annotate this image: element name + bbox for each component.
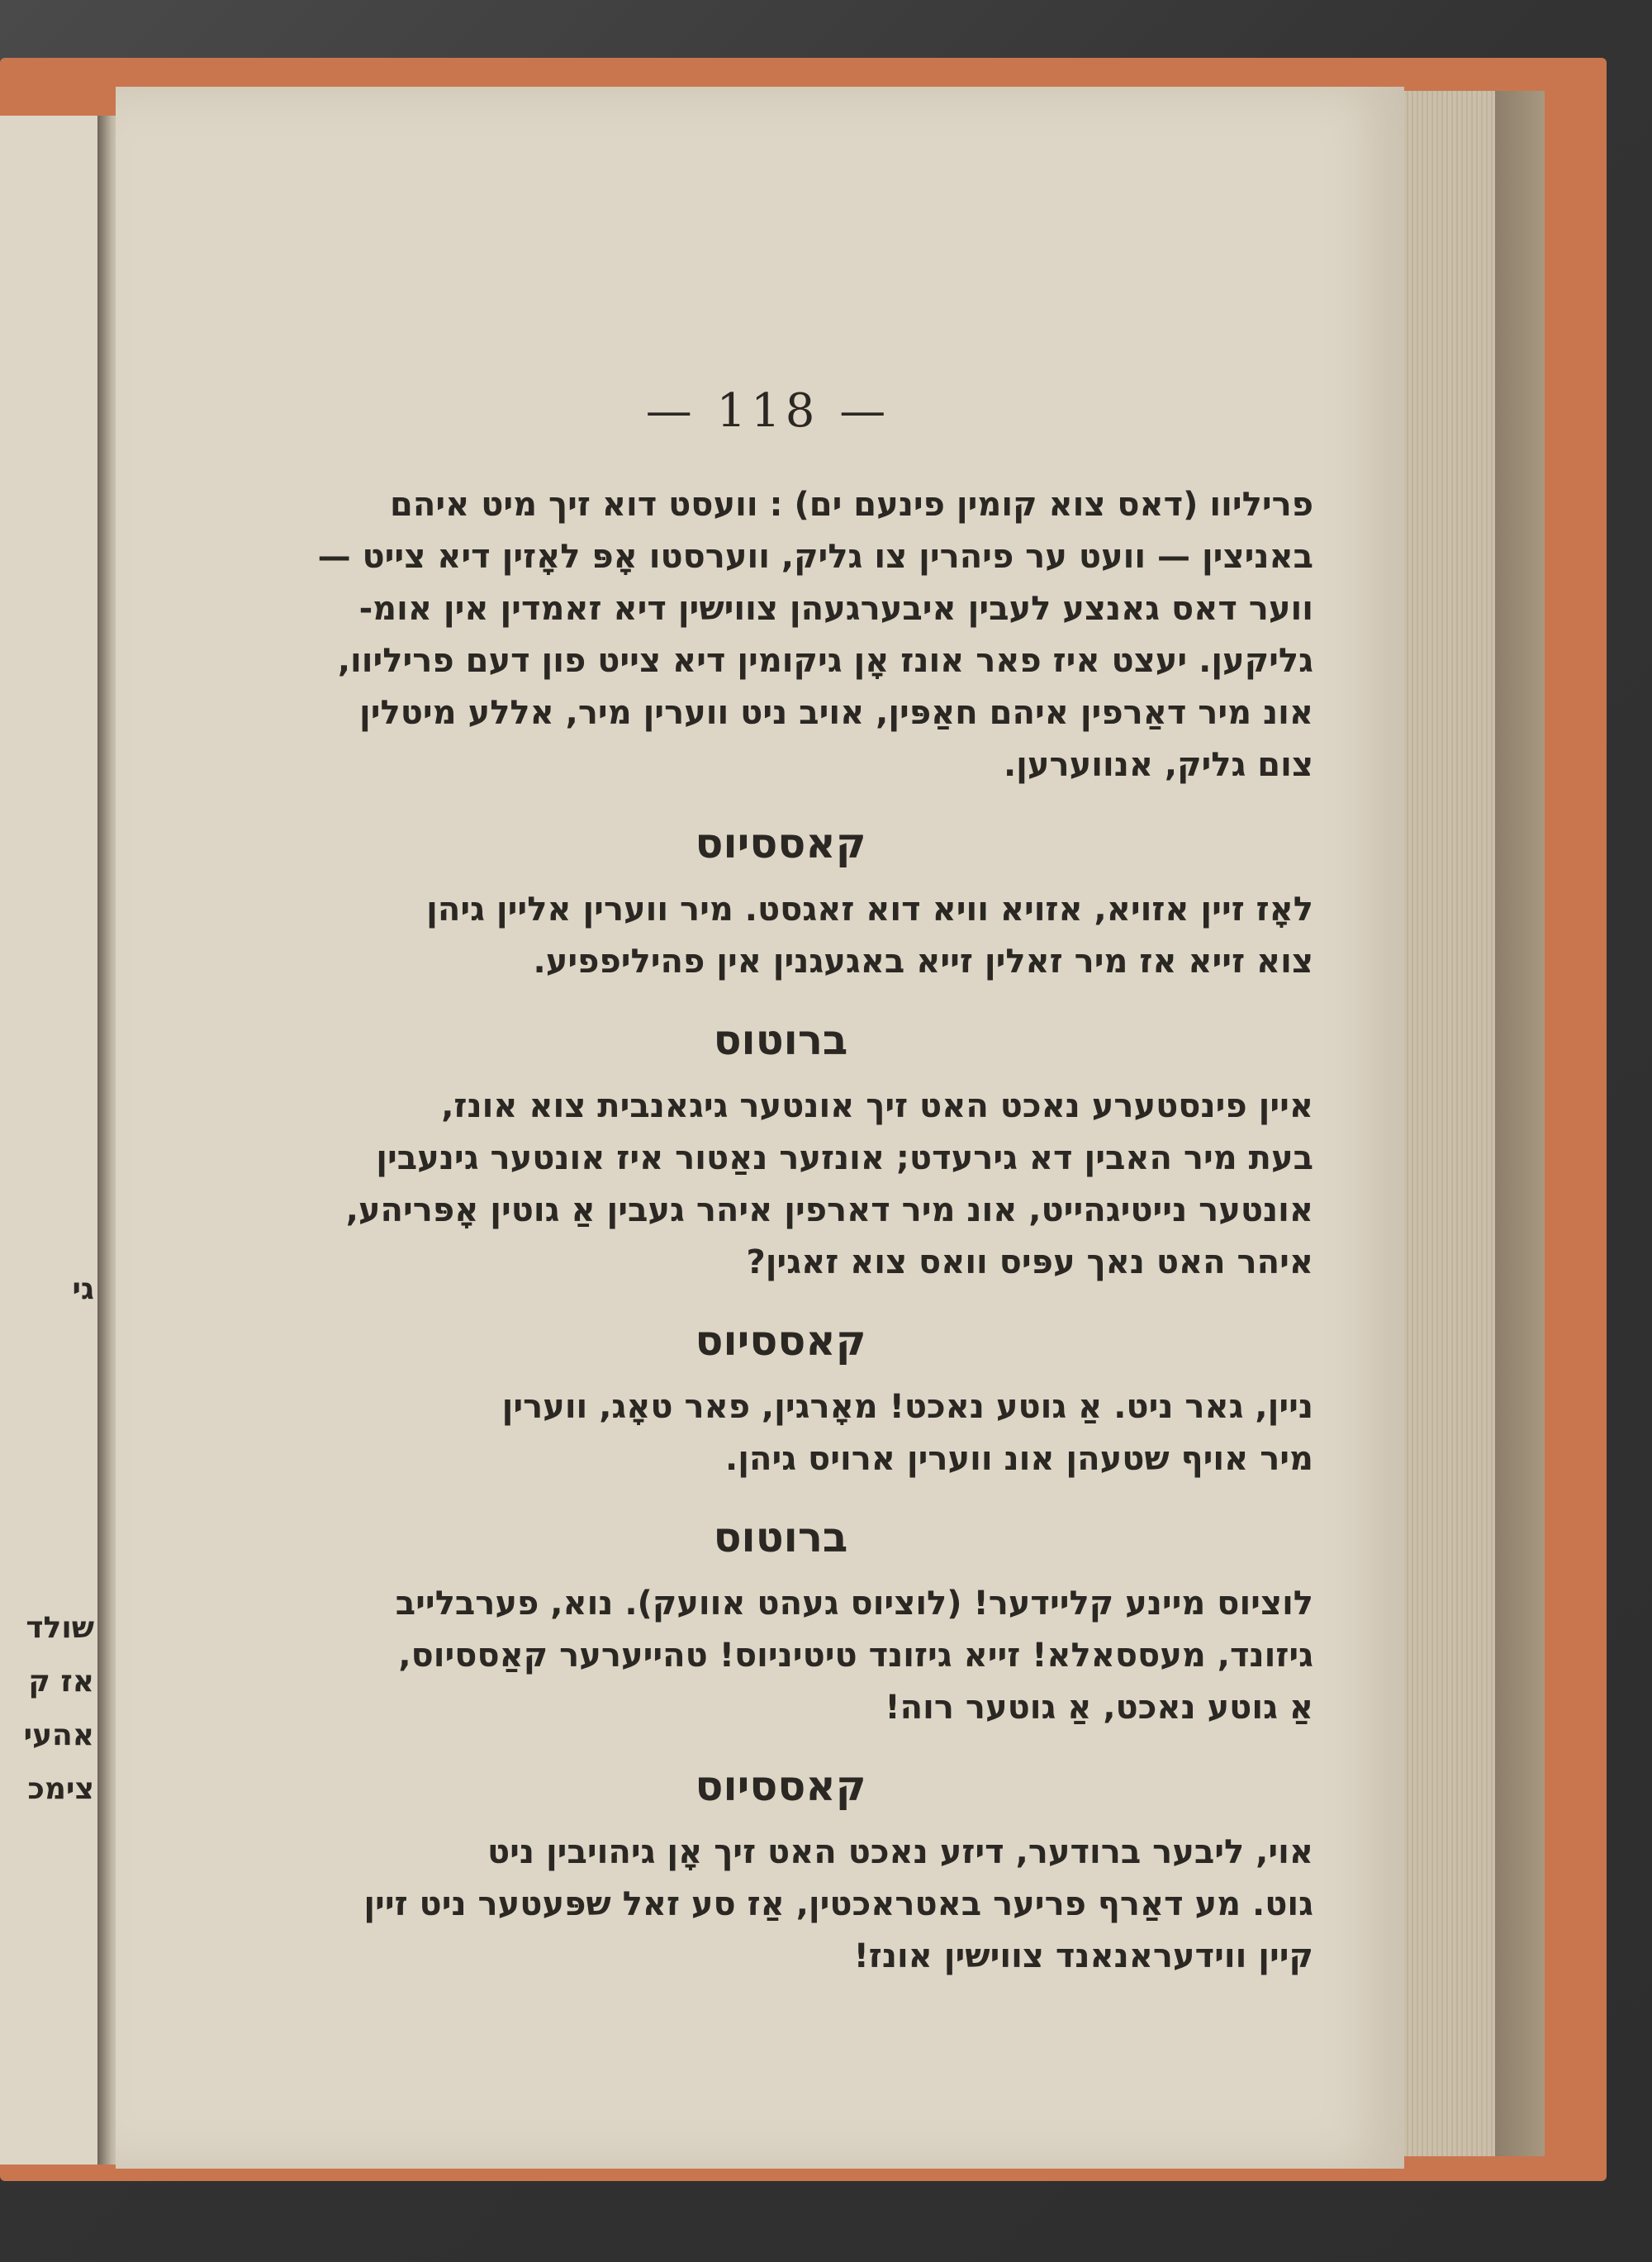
speaker-name: קאססיוס [695,1762,866,1810]
book-page [116,87,1404,2169]
facing-page-fragment: אהעי [23,1718,94,1752]
text-line: צוא זייא אז מיר זאלין זייא באגעגנין אין פהיליפפיע. [533,943,1313,981]
dialogue-block [248,1317,1313,1485]
speaker-name: קאססיוס [695,1317,866,1365]
text-line: איהר האט נאך עפּיס וואס צוא זאגין? [746,1243,1313,1281]
text-line: אַ גוטע נאכט, אַ גוטער רוה! [885,1689,1313,1727]
text-line: אונ מיר דאַרפין איהם חאַפּין, אויב ניט ווערין מיר, אללע מיטלין [359,694,1313,732]
speaker-name: ברוטוס [713,1514,848,1561]
page-number: — 118 — [645,384,891,438]
speaker-name: קאססיוס [695,820,866,867]
facing-page-fragment: צימכ [27,1772,94,1806]
cover-edge [1495,91,1545,2156]
text-line: גליקען. יעצט איז פאר אונז אָן גיקומין דיא צייט פון דעם פריליוו, [337,642,1313,680]
text-line: אוי, ליבער ברודער, דיזע נאכט האט זיך אָן גיהויבין ניט [487,1833,1313,1871]
dialogue-block [248,479,1313,791]
dialogue-block [248,1762,1313,1983]
text-line: באניצין — וועט ער פיהרין צו גליק, ווערסטו אָפּ לאָזין דיא צייט — [317,538,1313,576]
facing-page [0,116,99,2165]
dialogue-block [248,820,1313,988]
page-text [248,479,1313,1983]
text-line: ניין, גאר ניט. אַ גוטע נאכט! מאָרגין, פאר טאָג, ווערין [501,1388,1313,1426]
page-edges [1404,91,1495,2156]
dialogue-block [248,1016,1313,1289]
text-line: לוציוס מיינע קליידער! (לוציוס געהט אוועק). נוא, פערבלייב [395,1585,1313,1623]
text-line: אונטער נייטיגהייט, אונ מיר דארפין איהר געבין אַ גוטין אָפּריהע, [345,1191,1313,1229]
speaker-name: ברוטוס [713,1016,848,1064]
dialogue-block [248,1514,1313,1734]
text-line: לאָז זיין אזויא, אזויא וויא דוא זאגסט. מיר ווערין אליין גיהן [426,891,1313,929]
facing-page-fragment: שולד [26,1611,94,1645]
text-line: ווער דאס גאנצע לעבין איבערגעהן צווישין דיא זאמדין אין אומ- [358,590,1313,628]
facing-page-fragment: אז ק [28,1665,94,1699]
text-line: מיר אויף שטעהן אונ ווערין ארויס גיהן. [725,1440,1313,1478]
text-line: בעת מיר האבין דא גירעדט; אונזער נאַטור איז אונטער גינעבין [376,1139,1313,1177]
text-line: איין פינסטערע נאכט האט זיך אונטער גיגאנבית צוא אונז, [441,1087,1313,1125]
text-line: קיין ווידעראנאנד צווישין אונז! [853,1937,1313,1975]
text-line: פריליוו (דאס צוא קומין פינעם ים) : וועסט דוא זיך מיט איהם [390,486,1313,524]
text-line: גוט. מע דאַרף פריער באטראכטין, אַז סע זאל שפּעטער ניט זיין [363,1885,1313,1923]
text-line: גיזונד, מעססאלא! זייא גיזונד טיטיניוס! טהייערער קאַססיוס, [398,1637,1313,1675]
text-line: צום גליק, אנווערען. [1003,746,1313,784]
facing-page-fragment: גי [72,1272,94,1306]
